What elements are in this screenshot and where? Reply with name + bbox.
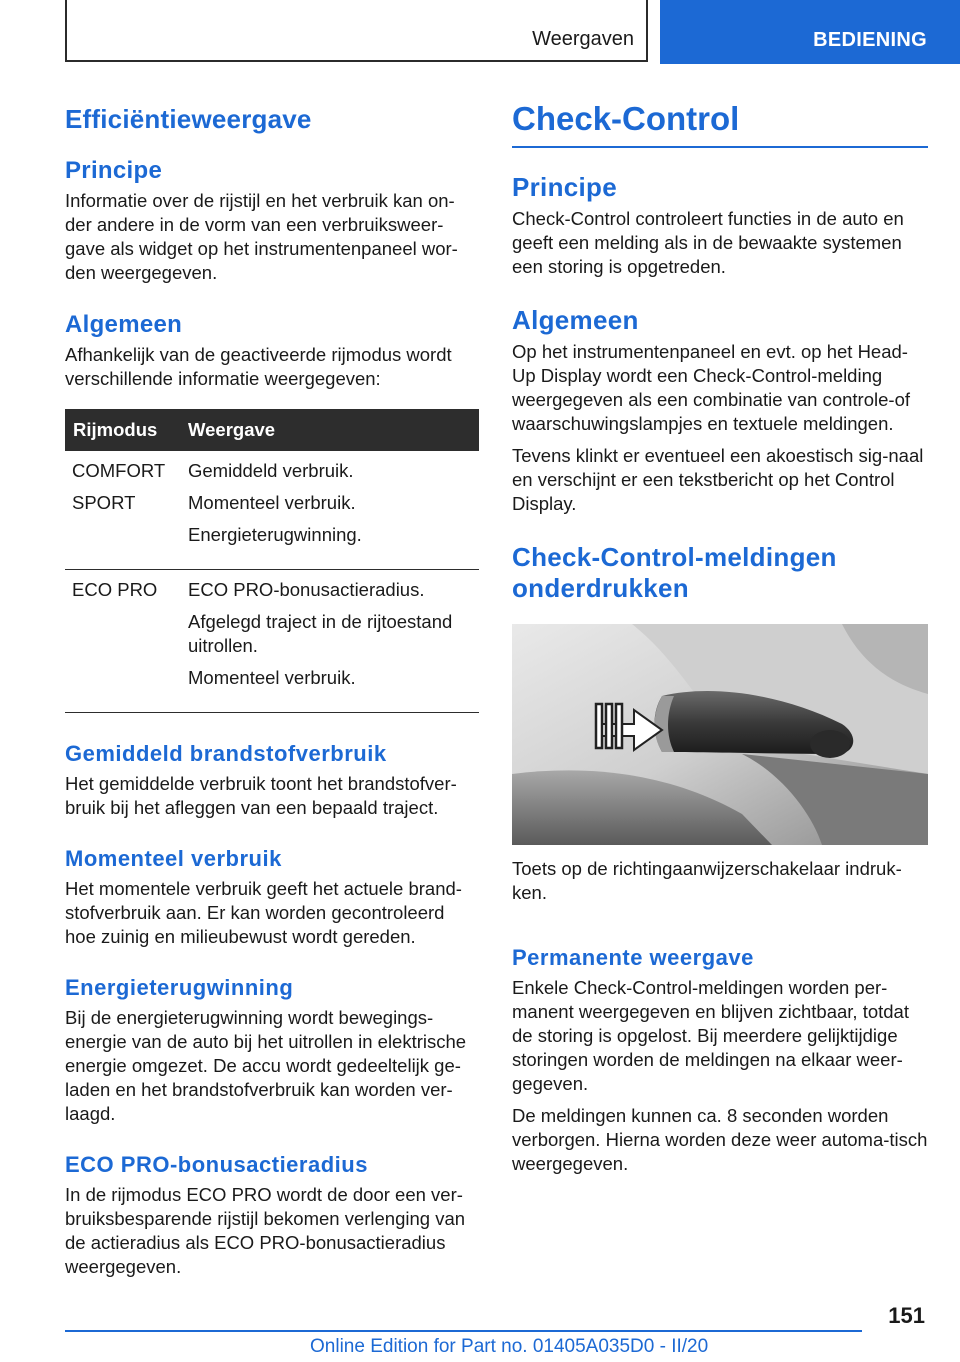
display-item: Afgelegd traject in de rijtoestand uitrollen. — [188, 611, 453, 656]
eco-pro-heading: ECO PRO-bonusactieradius — [65, 1152, 368, 1177]
check-control-title: Check-Control — [512, 100, 928, 148]
header-chapter-tab — [660, 0, 960, 64]
energie-heading: Energieterugwinning — [65, 975, 294, 1000]
algemeen-heading: Algemeen — [65, 311, 183, 338]
table-row — [65, 451, 479, 570]
photo-caption: Toets op de richtingaanwijzerschakelaar indruk-ken. — [512, 858, 902, 903]
display-item: Gemiddeld verbruik. — [188, 460, 354, 481]
eco-pro-text: In de rijmodus ECO PRO wordt de door een ver-bruiksbesparende rijstijl bekomen verlenging van de actieradius als ECO PRO-bonusactieradius weergegeven. — [65, 1184, 466, 1277]
momenteel-text: Het momentele verbruik geeft het actuele brand-stofverbruik aan. Er kan worden gecontroleerd hoe zuinig en milieubewust wordt gereden. — [65, 878, 462, 947]
cc-principe-heading: Principe — [512, 172, 617, 202]
mode-cell — [65, 570, 180, 713]
permanent-text-2: De meldingen kunnen ca. 8 seconden worden verborgen. Hierna worden deze weer automa-tisch weergegeven. — [512, 1105, 928, 1174]
principe-heading: Principe — [65, 157, 163, 184]
rijmodus-table — [65, 409, 479, 713]
mode-comfort: COMFORT — [72, 460, 166, 481]
permanent-text-1: Enkele Check-Control-meldingen worden per-manent weergegeven en blijven zichtbaar, totdat de storing is opgelost. Bij meerdere gelijktijdige storingen worden de meldingen na elkaar weer-gegeven. — [512, 977, 909, 1094]
footer-edition: Online Edition for Part no. 01405A035D0 - II/20 — [310, 1336, 709, 1357]
cc-algemeen-text-1: Op het instrumentenpaneel en evt. op het Head-Up Display wordt een Check-Control-melding weergegeven als een combinatie van controle-of waarschuwingslampjes en textuele meldingen. — [512, 341, 910, 434]
header-section-box — [65, 0, 648, 62]
principe-text: Informatie over de rijstijl en het verbruik kan on-der andere in de vorm van een verbruiksweer-gave als widget op het instrumentenpaneel wor-den weergegeven. — [65, 190, 458, 283]
display-item: Momenteel verbruik. — [188, 492, 356, 513]
table-header-rijmodus: Rijmodus — [65, 409, 180, 451]
table-header-weergave: Weergave — [180, 409, 479, 451]
display-cell — [180, 451, 479, 570]
right-column — [512, 100, 928, 1176]
footer-divider — [65, 1330, 862, 1332]
display-item: Energieterugwinning. — [188, 524, 362, 545]
table-row — [65, 570, 479, 713]
cc-algemeen-heading: Algemeen — [512, 305, 639, 335]
efficiency-title: Efficiëntieweergave — [65, 104, 312, 134]
mode-sport: SPORT — [72, 492, 136, 513]
energie-text: Bij de energieterugwinning wordt bewegings-energie van de auto bij het uitrollen in elektrische energie omgezet. De accu wordt gedeeltelijk ge-laden en het brandstofverbruik kan worden ver-laagd. — [65, 1007, 467, 1124]
algemeen-text: Afhankelijk van de geactiveerde rijmodus wordt verschillende informatie weergegeven: — [65, 344, 452, 389]
mode-cell — [65, 451, 180, 570]
permanent-heading: Permanente weergave — [512, 945, 754, 970]
turn-signal-lever-photo — [512, 624, 928, 845]
display-item: Momenteel verbruik. — [188, 667, 356, 688]
momenteel-heading: Momenteel verbruik — [65, 846, 282, 871]
mode-eco-pro: ECO PRO — [72, 579, 158, 600]
header-section-title: Weergaven — [532, 28, 634, 50]
header-chapter-title: BEDIENING — [813, 29, 927, 51]
gemiddeld-text: Het gemiddelde verbruik toont het brandstofver-bruik bij het afleggen van een bepaald traject. — [65, 773, 457, 818]
page-number: 151 — [888, 1303, 925, 1328]
display-item: ECO PRO-bonusactieradius. — [188, 579, 425, 600]
display-cell — [180, 570, 479, 713]
left-column — [65, 100, 479, 1279]
gemiddeld-heading: Gemiddeld brandstofverbruik — [65, 741, 387, 766]
cc-principe-text: Check-Control controleert functies in de auto en geeft een melding als in de bewaakte systemen een storing is opgetreden. — [512, 208, 904, 277]
cc-algemeen-text-2: Tevens klinkt er eventueel een akoestisch sig-naal en verschijnt er een tekstbericht op het Control Display. — [512, 445, 924, 514]
turn-signal-lever-illustration — [512, 624, 928, 845]
cc-onderdrukken-heading: Check-Control-meldingen onderdrukken — [512, 542, 837, 603]
